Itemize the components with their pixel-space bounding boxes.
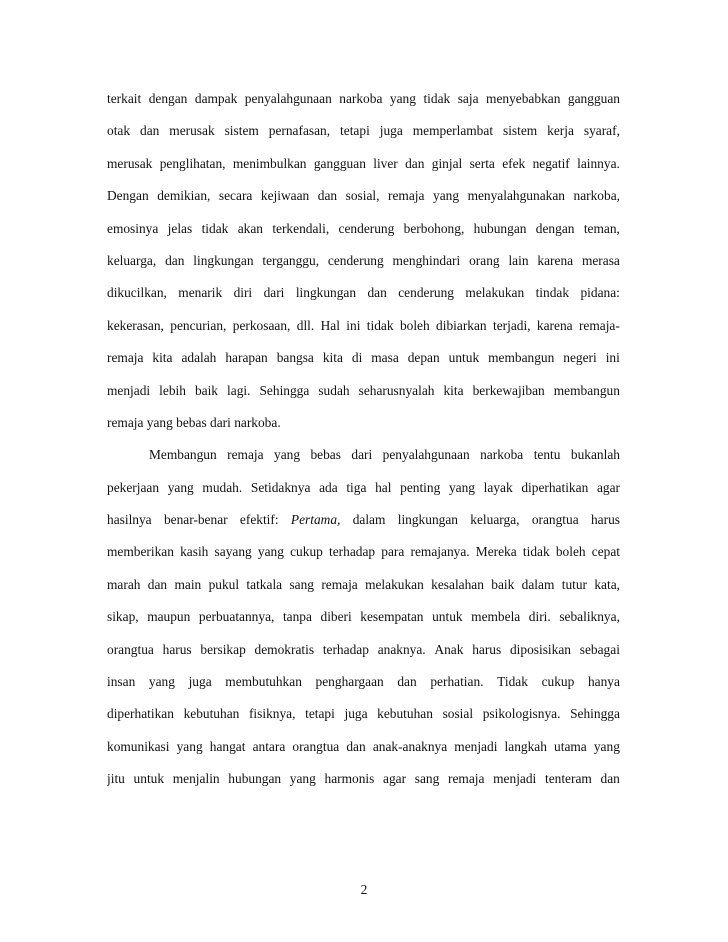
text-line — [107, 282, 620, 314]
word: yang — [257, 544, 284, 560]
word: jitu — [107, 771, 125, 787]
text-line — [107, 639, 620, 671]
word: orangtua — [531, 512, 579, 528]
word: utama — [554, 738, 587, 754]
word: agar — [383, 771, 407, 787]
word: gangguan — [313, 155, 366, 171]
word: hubungan — [473, 220, 527, 236]
word: dengan — [148, 91, 188, 106]
word: efek — [502, 155, 526, 171]
word: diposisikan — [509, 641, 571, 657]
word: lingkungan — [193, 252, 254, 268]
word: benar-benar — [163, 512, 228, 528]
word: liver — [373, 155, 398, 171]
word: syaraf, — [583, 123, 620, 139]
word: tatkala — [246, 576, 283, 592]
word: berkewajiban — [472, 382, 545, 398]
word: lingkungan — [397, 512, 458, 528]
word: anaknya. — [377, 641, 426, 657]
word: Tidak — [497, 674, 528, 690]
word: diberi — [320, 609, 352, 625]
word: remaja — [321, 576, 358, 592]
word: main — [174, 576, 202, 592]
word: kebutuhan — [377, 706, 433, 722]
word: dalam — [352, 512, 386, 528]
word: tidak — [201, 220, 229, 236]
word: kita — [322, 350, 343, 366]
word: orang — [469, 252, 500, 268]
word: adalah — [181, 350, 217, 366]
word: Hal — [320, 317, 340, 333]
word: penyalahgunaan — [382, 447, 470, 463]
paragraph — [107, 444, 620, 800]
page-number: 2 — [360, 882, 368, 897]
word: sang — [414, 771, 440, 787]
word: karena — [536, 317, 573, 333]
text-line — [107, 671, 620, 703]
word: lainnya. — [577, 155, 620, 171]
word: sistem — [224, 123, 259, 139]
word: untuk — [432, 609, 463, 625]
word: merusak — [107, 155, 153, 171]
word: hubungan — [228, 771, 282, 787]
word: diperhatikan — [107, 706, 174, 722]
text-line — [107, 412, 620, 444]
word: dan — [600, 771, 620, 787]
word: dan — [346, 738, 366, 754]
word: teman, — [583, 220, 620, 236]
word: tetapi — [305, 706, 335, 722]
word: lebih — [159, 382, 186, 398]
word: menarik — [178, 285, 223, 301]
word: bangsa — [276, 350, 314, 366]
word: menyalahgunakan — [467, 188, 565, 204]
word: psikologisnya. — [482, 706, 561, 722]
word: lain — [508, 252, 529, 268]
word: keluarga, — [470, 512, 520, 528]
word: sang — [289, 576, 314, 592]
word: yang — [593, 738, 620, 754]
word: insan — [107, 674, 136, 690]
word: dari — [263, 285, 285, 301]
word: cenderung — [338, 220, 395, 236]
word: sikap, — [107, 609, 139, 625]
word: saja — [457, 91, 479, 106]
word: sosial, — [345, 188, 380, 204]
word: ada — [319, 479, 338, 495]
word: menimbulkan — [232, 155, 307, 171]
text-line — [107, 185, 620, 217]
word: remaja — [388, 188, 425, 204]
text-line — [107, 541, 620, 573]
word: tetapi — [340, 123, 370, 139]
word: terhadap — [329, 544, 376, 560]
text-line — [107, 153, 620, 185]
word: yang — [389, 91, 416, 106]
word: tenteram — [544, 771, 592, 787]
word: ini — [346, 317, 361, 333]
word: mudah. — [202, 479, 243, 495]
word: terkendali, — [272, 220, 330, 236]
word: baik — [194, 382, 219, 398]
word: orangtua — [292, 738, 340, 754]
word: memberikan — [107, 544, 174, 560]
word: kerja — [547, 123, 574, 139]
word: bersikap — [200, 641, 246, 657]
word: penglihatan, — [159, 155, 226, 171]
word: cenderung — [398, 285, 455, 301]
word: Membangun — [149, 447, 217, 463]
word: kejiwaan — [260, 188, 310, 204]
word: menghindari — [392, 252, 461, 268]
word: diperhatikan — [521, 479, 589, 495]
word: menyebabkan — [486, 91, 561, 106]
text-line — [107, 736, 620, 768]
word: cenderung — [327, 252, 384, 268]
word: dari — [210, 414, 235, 430]
word: cukup — [290, 544, 323, 560]
word: jelas — [167, 220, 193, 236]
word: keluarga, — [107, 252, 157, 268]
word: otak — [107, 123, 131, 139]
word: boleh — [555, 544, 586, 560]
word: kesempatan — [360, 609, 424, 625]
word: akan — [237, 220, 263, 236]
word: cepat — [591, 544, 620, 560]
word: hangat — [209, 738, 246, 754]
word: serta — [469, 155, 495, 171]
word: diri — [233, 285, 253, 301]
word: dan — [405, 155, 425, 171]
word: terhadap — [322, 641, 369, 657]
word: masa — [371, 350, 399, 366]
word: berbohong, — [403, 220, 465, 236]
word: untuk — [448, 350, 480, 366]
word: depan — [407, 350, 440, 366]
word: dibiarkan — [436, 317, 487, 333]
word: juga — [188, 674, 212, 690]
text-line — [107, 380, 620, 412]
word: remaja — [227, 447, 264, 463]
text-line — [107, 703, 620, 735]
word: narkoba — [480, 447, 524, 463]
word: pencurian, — [170, 317, 227, 333]
text-line — [107, 606, 620, 638]
word: merasa — [581, 252, 620, 268]
word: remaja — [107, 350, 144, 366]
word: remaja — [448, 771, 485, 787]
word: sosial — [442, 706, 474, 722]
word: sistem — [502, 123, 538, 139]
text-line — [107, 574, 620, 606]
word: layak — [483, 479, 513, 495]
word: dan — [317, 188, 338, 204]
word: yang — [148, 674, 175, 690]
word: Mereka — [475, 544, 517, 560]
word: sudah — [318, 382, 350, 398]
word: terganggu, — [262, 252, 320, 268]
word: harapan — [225, 350, 268, 366]
word: yang — [146, 414, 177, 430]
word: marah — [107, 576, 141, 592]
word: dan — [367, 285, 387, 301]
text-line — [107, 120, 620, 152]
word: harus — [590, 512, 620, 528]
word: seharusnyalah — [358, 382, 435, 398]
word: bukanlah — [570, 447, 620, 463]
word: pernafasan, — [268, 123, 331, 139]
word: tutur — [561, 576, 588, 592]
word: sebagai — [579, 641, 620, 657]
word: yang — [167, 479, 194, 495]
word: efektif: — [239, 512, 279, 528]
word: juga — [344, 706, 368, 722]
word: antara — [252, 738, 286, 754]
word: ini — [605, 350, 620, 366]
word: ginjal — [431, 155, 463, 171]
text-line — [107, 768, 620, 800]
word: dll. — [296, 317, 315, 333]
word: sayang — [214, 544, 252, 560]
word: perhatian. — [430, 674, 484, 690]
paragraph — [107, 88, 620, 444]
word: menjadi — [454, 738, 498, 754]
word: dalam — [521, 576, 555, 592]
word: gangguan — [567, 91, 620, 106]
word: tidak — [366, 317, 394, 333]
word: penting — [400, 479, 441, 495]
document-page — [107, 88, 620, 801]
word: dan — [397, 674, 417, 690]
word: dikucilkan, — [107, 285, 167, 301]
word: Sehingga — [570, 706, 620, 722]
word: Anak — [434, 641, 464, 657]
word: melakukan — [365, 576, 424, 592]
word: tanpa — [282, 609, 312, 625]
word: tindak — [535, 285, 570, 301]
word: diri. — [528, 609, 551, 625]
word: menjalin — [172, 771, 220, 787]
word: remaja — [107, 414, 147, 430]
word: membutuhkan — [225, 674, 302, 690]
word: menjadi — [107, 382, 151, 398]
word: kekerasan, — [107, 317, 164, 333]
text-line — [107, 347, 620, 379]
word: sebaliknya, — [559, 609, 620, 625]
word: tidak — [522, 544, 550, 560]
word: maupun — [147, 609, 191, 625]
word: lagi. — [227, 382, 251, 398]
word: narkoba — [339, 91, 383, 106]
word: yang — [289, 771, 316, 787]
word: terkait — [107, 91, 142, 106]
word: menjadi — [493, 771, 537, 787]
word: Setidaknya — [250, 479, 311, 495]
word: emosinya — [107, 220, 159, 236]
word: lingkungan — [295, 285, 357, 301]
word: terjadi, — [492, 317, 531, 333]
word: bebas — [176, 414, 211, 430]
word: harus — [162, 641, 192, 657]
text-line — [107, 88, 620, 120]
word: pukul — [208, 576, 240, 592]
word: kita — [443, 382, 464, 398]
word: hasilnya — [107, 512, 152, 528]
word: hal — [375, 479, 392, 495]
text-line — [107, 477, 620, 509]
word: secara — [218, 188, 253, 204]
word: demokratis — [254, 641, 315, 657]
word: para — [381, 544, 405, 560]
word: kesalahan — [431, 576, 484, 592]
word: karena — [537, 252, 574, 268]
word: Dengan — [107, 188, 149, 204]
word: agar — [596, 479, 620, 495]
text-line — [107, 444, 620, 476]
word: tidak — [423, 91, 451, 106]
word: Pertama, — [290, 512, 341, 528]
word: penyalahgunaan — [244, 91, 332, 106]
word: kebutuhan — [183, 706, 240, 722]
word: perbuatannya, — [198, 609, 275, 625]
word: membangun — [553, 382, 620, 398]
text-line — [107, 315, 620, 347]
word: bebas — [310, 447, 341, 463]
word: di — [351, 350, 363, 366]
word: penghargaan — [315, 674, 384, 690]
word: yang — [176, 738, 203, 754]
word: dampak — [194, 91, 238, 106]
word: dan — [147, 576, 168, 592]
word: dan — [140, 123, 160, 139]
word: boleh — [399, 317, 430, 333]
word: negatif — [532, 155, 570, 171]
word: melakukan — [465, 285, 525, 301]
word: pidana: — [580, 285, 620, 301]
word: langkah — [504, 738, 547, 754]
word: yang — [433, 188, 460, 204]
word: yang — [448, 479, 475, 495]
word: kata, — [594, 576, 620, 592]
word: tiga — [346, 479, 367, 495]
word: juga — [379, 123, 403, 139]
word: baik — [491, 576, 515, 592]
word: cukup — [541, 674, 575, 690]
word: Sehingga — [259, 382, 310, 398]
word: kita — [152, 350, 173, 366]
word: membela — [471, 609, 521, 625]
word: narkoba. — [234, 414, 281, 430]
text-line — [107, 509, 620, 541]
word: pekerjaan — [107, 479, 160, 495]
word: orangtua — [107, 641, 154, 657]
word: kasih — [180, 544, 209, 560]
word: harmonis — [324, 771, 375, 787]
word: remaja- — [578, 317, 620, 333]
text-line — [107, 250, 620, 282]
word: yang — [274, 447, 301, 463]
word: hanya — [587, 674, 620, 690]
word: fisiknya, — [248, 706, 296, 722]
word: remajanya. — [410, 544, 470, 560]
word: memperlambat — [412, 123, 494, 139]
word: negeri — [563, 350, 597, 366]
word: dan — [165, 252, 185, 268]
word: membangun — [488, 350, 555, 366]
body-text — [107, 88, 620, 801]
word: dengan — [535, 220, 575, 236]
word: anak-anaknya — [372, 738, 448, 754]
word: merusak — [169, 123, 215, 139]
word: narkoba, — [573, 188, 620, 204]
word: harus — [472, 641, 502, 657]
word: komunikasi — [107, 738, 170, 754]
word: demikian, — [157, 188, 211, 204]
word: untuk — [133, 771, 165, 787]
text-line — [107, 218, 620, 250]
word: dari — [351, 447, 373, 463]
word: perkosaan, — [232, 317, 291, 333]
word: tentu — [533, 447, 561, 463]
